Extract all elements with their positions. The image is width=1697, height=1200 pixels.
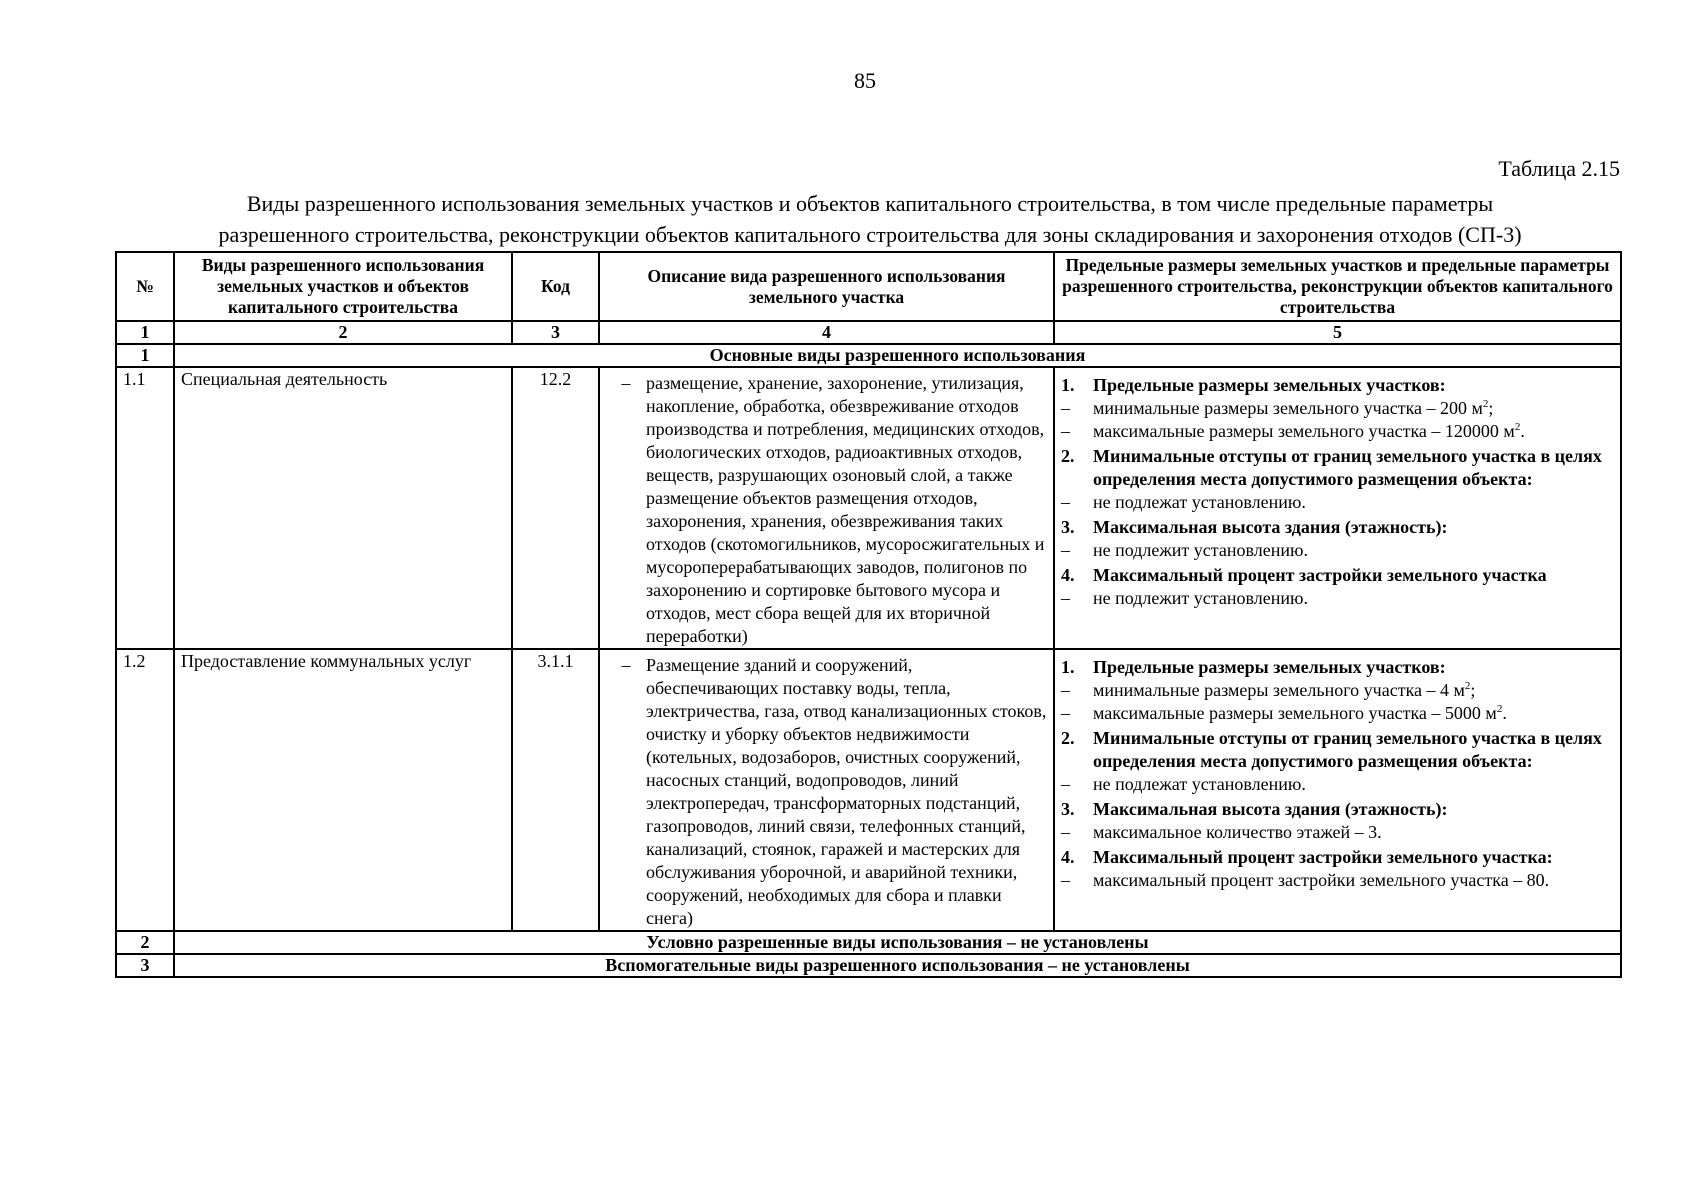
header-number: № (116, 252, 174, 321)
item-number: 4. (1061, 565, 1075, 585)
param-value: минимальные размеры земельного участка – 200 $м^2$; (1093, 398, 1494, 418)
section-title: Условно разрешенные виды использования – не установлены (174, 931, 1621, 954)
param-heading: Предельные размеры земельных участков: (1093, 375, 1446, 395)
row-use-type: Специальная деятельность (174, 367, 512, 649)
row-parameters (1054, 649, 1621, 931)
column-number: 5 (1054, 321, 1621, 344)
dash-marker: – (1061, 588, 1070, 608)
row-number: 1.2 (116, 649, 174, 931)
item-number: 2. (1061, 446, 1075, 466)
description-text: Размещение зданий и сооружений, обеспечивающих поставку воды, тепла, электричества, газа, отвод канализационных стоков, очистку и уборку объектов недвижимости (котельных, водозаборов, очистных сооружений, насосных станций, водопроводов, линий электропередач, трансформаторных подстанций, газопроводов, линий связи, телефонных станций, канализаций, стоянок, гаражей и мастерских для обслуживания уборочной, и аварийной техники, сооружений, необходимых для сбора и плавки снега) (646, 655, 1047, 928)
column-number: 3 (512, 321, 599, 344)
item-number: 3. (1061, 517, 1075, 537)
header-code: Код (512, 252, 599, 321)
section-row-auxiliary (116, 954, 1621, 977)
table-title-line: разрешенного строительства, реконструкции объектов капитального строительства для зоны складирования и захоронения отходов (СП-3) (218, 222, 1522, 247)
row-parameters (1054, 367, 1621, 649)
param-value: минимальные размеры земельного участка – 4 $м^2$; (1093, 680, 1476, 700)
param-heading: Максимальный процент застройки земельного участка: (1093, 847, 1553, 867)
param-heading: Предельные размеры земельных участков: (1093, 657, 1446, 677)
item-number: 1. (1061, 375, 1075, 395)
dash-marker: – (1061, 492, 1070, 512)
dash-marker: – (621, 655, 631, 675)
dash-marker: – (1061, 822, 1070, 842)
dash-marker: – (621, 373, 631, 393)
dash-marker: – (1061, 680, 1070, 700)
dash-marker: – (1061, 870, 1070, 890)
column-number: 4 (599, 321, 1054, 344)
section-title: Основные виды разрешенного использования (174, 344, 1621, 367)
section-number: 2 (116, 931, 174, 954)
row-description (599, 649, 1054, 931)
row-code: 3.1.1 (512, 649, 599, 931)
column-number: 1 (116, 321, 174, 344)
row-use-type: Предоставление коммунальных услуг (174, 649, 512, 931)
param-value: максимальные размеры земельного участка – 120000 $м^2$. (1093, 421, 1525, 441)
row-description (599, 367, 1054, 649)
param-value: не подлежит установлению. (1093, 588, 1308, 608)
table-label: Таблица 2.15 (1498, 156, 1620, 181)
item-number: 4. (1061, 847, 1075, 867)
table-title (115, 188, 1625, 250)
section-number: 1 (116, 344, 174, 367)
param-heading: Максимальная высота здания (этажность): (1093, 799, 1448, 819)
param-heading: Максимальный процент застройки земельного участка (1093, 565, 1547, 585)
column-number: 2 (174, 321, 512, 344)
dash-marker: – (1061, 540, 1070, 560)
section-title: Вспомогательные виды разрешенного использования – не установлены (174, 954, 1621, 977)
dash-marker: – (1061, 421, 1070, 441)
section-row-main (116, 344, 1621, 367)
item-number: 2. (1061, 728, 1075, 748)
row-number: 1.1 (116, 367, 174, 649)
header-parameters: Предельные размеры земельных участков и предельные параметры разрешенного строительства, реконструкции объектов капитального строительства (1054, 252, 1621, 321)
page-number: 85 (854, 68, 876, 93)
param-heading: Максимальная высота здания (этажность): (1093, 517, 1448, 537)
param-value: максимальные размеры земельного участка – 5000 $м^2$. (1093, 703, 1507, 723)
param-value: не подлежат установлению. (1093, 774, 1306, 794)
table-row (116, 649, 1621, 931)
table-row (116, 367, 1621, 649)
row-code: 12.2 (512, 367, 599, 649)
dash-marker: – (1061, 774, 1070, 794)
dash-marker: – (1061, 398, 1070, 418)
dash-marker: – (1061, 703, 1070, 723)
param-heading: Минимальные отступы от границ земельного участка в целях определения места допустимого размещения объекта: (1093, 728, 1602, 771)
item-number: 1. (1061, 657, 1075, 677)
header-description: Описание вида разрешенного использования земельного участка (599, 252, 1054, 321)
param-value: не подлежит установлению. (1093, 540, 1308, 560)
column-number-row (116, 321, 1621, 344)
description-text: размещение, хранение, захоронение, утилизация, накопление, обработка, обезвреживание отходов производства и потребления, медицинских отходов, биологических отходов, радиоактивных отходов, веществ, разрушающих озоновый слой, а также размещение объектов размещения отходов, захоронения, хранения, обезвреживания таких отходов (скотомогильников, мусоросжигательных и мусороперерабатывающих заводов, полигонов по захоронению и сортировке бытового мусора и отходов, мест сбора вещей для их вторичной переработки) (646, 373, 1045, 646)
table-title-line: Виды разрешенного использования земельных участков и объектов капитального строительства, в том числе предельные параметры (246, 191, 1494, 216)
param-value: максимальное количество этажей – 3. (1093, 822, 1382, 842)
item-number: 3. (1061, 799, 1075, 819)
param-value: максимальный процент застройки земельного участка – 80. (1093, 870, 1550, 890)
param-value: не подлежат установлению. (1093, 492, 1306, 512)
section-row-conditional (116, 931, 1621, 954)
permitted-use-table (115, 251, 1622, 978)
param-heading: Минимальные отступы от границ земельного участка в целях определения места допустимого размещения объекта: (1093, 446, 1602, 489)
table-header-row (116, 252, 1621, 321)
header-use-type: Виды разрешенного использования земельных участков и объектов капитального строительства (174, 252, 512, 321)
section-number: 3 (116, 954, 174, 977)
